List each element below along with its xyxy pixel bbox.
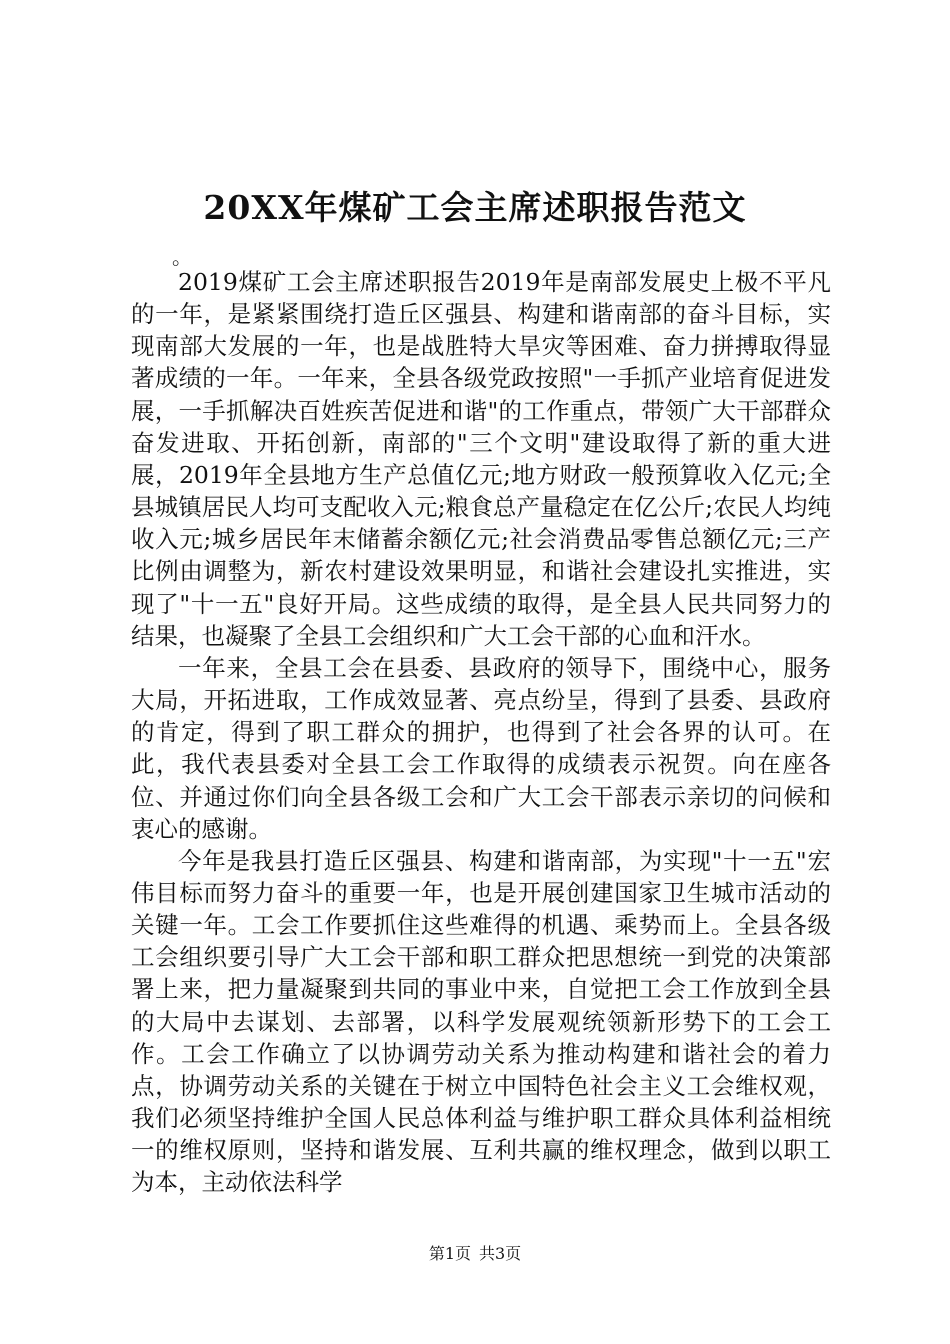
paragraph-1: 2019煤矿工会主席述职报告2019年是南部发展史上极不平凡的一年，是紧紧围绕打造丘区强县、构建和谐南部的奋斗目标，实现南部大发展的一年，也是战胜特大旱灾等困难、奋力拼搏取得显著成绩的一年。一年来，全县各级党政按照"一手抓产业培育促进发展，一手抓解决百姓疾苦促进和谐"的工作重点，带领广大干部群众奋发进取、开拓创新，南部的"三个文明"建设取得了新的重大进展，2019年全县地方生产总值亿元;地方财政一般预算收入亿元;全县城镇居民人均可支配收入元;粮食总产量稳定在亿公斤;农民人均纯收入元;城乡居民年末储蓄余额亿元;社会消费品零售总额亿元;三产比例由调整为，新农村建设效果明显，和谐社会建设扎实推进，实现了"十一五"良好开局。这些成绩的取得，是全县人民共同努力的结果，也凝聚了全县工会组织和广大工会干部的心血和汗水。 [131, 268, 831, 650]
page-footer [0, 1243, 950, 1265]
page-total: 共3页 [479, 1244, 522, 1263]
paragraph-3: 今年是我县打造丘区强县、构建和谐南部，为实现"十一五"宏伟目标而努力奋斗的重要一年，也是开展创建国家卫生城市活动的关键一年。工会工作要抓住这些难得的机遇、乘势而上。全县各级工会组织要引导广大工会干部和职工群众把思想统一到党的决策部署上来，把力量凝聚到共同的事业中来，自觉把工会工作放到全县的大局中去谋划、去部署，以科学发展观统领新形势下的工会工作。工会工作确立了以协调劳动关系为推动构建和谐社会的着力点，协调劳动关系的关键在于树立中国特色社会主义工会维权观，我们必须坚持维护全国人民总体利益与维护职工群众具体利益相统一的维权原则，坚持和谐发展、互利共赢的维权理念，做到以职工为本，主动依法科学 [131, 846, 831, 1197]
paragraph-2: 一年来，全县工会在县委、县政府的领导下，围绕中心，服务大局，开拓进取，工作成效显著、亮点纷呈，得到了县委、县政府的肯定，得到了职工群众的拥护，也得到了社会各界的认可。在此，我代表县委对全县工会工作取得的成绩表示祝贺。向在座各位、并通过你们向全县各级工会和广大工会干部表示亲切的问候和衷心的感谢。 [131, 653, 831, 843]
leading-mark: 。 [172, 245, 192, 269]
document-title: 20XX年煤矿工会主席述职报告范文 [203, 188, 747, 227]
page-number: 第1页 [428, 1244, 471, 1263]
document-body [131, 266, 831, 1199]
